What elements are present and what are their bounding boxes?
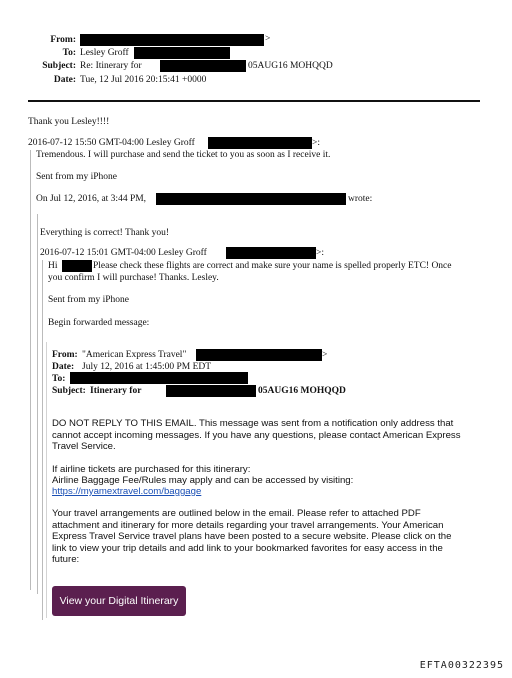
fwd-subject-label: Subject: [52,386,86,396]
redaction-subject [160,60,246,72]
quote2-header: On Jul 12, 2016, at 3:44 PM, [36,194,147,204]
quote3-header-tail: >: [316,248,324,258]
quote1-text: Tremendous. I will purchase and send the ticket to you as soon as I receive it. [36,150,331,160]
to-label: To: [62,48,76,58]
fwd-from-value: "American Express Travel" [82,350,187,360]
quote-bar-3 [42,260,43,620]
baggage-link[interactable]: https://myamextravel.com/baggage [52,486,202,497]
fwd-date-value: July 12, 2016 at 1:45:00 PM EDT [82,362,212,372]
redaction-quote3 [226,247,316,259]
redaction-fwd-to [70,372,248,384]
quote1-header-tail: >: [312,138,320,148]
baggage-rules: Airline Baggage Fee/Rules may apply and can be accessed by visiting: [52,475,354,486]
redaction-quote1 [208,137,312,149]
fwd-date-label: Date: [52,362,75,372]
quote3-hi: Hi [48,261,58,271]
reply-line: Thank you Lesley!!!! [28,117,110,127]
redaction-quote2 [156,193,346,205]
fwd-to-label: To: [52,374,66,384]
fwd-from-tail: > [322,350,328,360]
redaction-hi [62,260,92,272]
forwarded-label: Begin forwarded message: [48,318,150,328]
from-label: From: [50,35,76,45]
quote2-header-tail: wrote: [348,194,373,204]
header-divider [28,100,480,102]
redaction-fwd-from [196,349,322,361]
baggage-intro: If airline tickets are purchased for this itinerary: [52,464,251,475]
to-value: Lesley Groff [80,48,129,58]
quote-bar-1 [30,150,31,590]
redaction-to [134,47,230,59]
fwd-from-label: From: [52,350,78,360]
amex-notice-paragraph: DO NOT REPLY TO THIS EMAIL. This message was sent from a notification only address that cannot accept incoming messages. If you have any questions, please contact American Express Travel Service. [52,418,461,453]
quote3-sent: Sent from my iPhone [48,295,130,305]
quote1-header: 2016-07-12 15:50 GMT-04:00 Lesley Groff [28,138,195,148]
date-label: Date: [53,75,76,85]
fwd-subject-suffix: 05AUG16 MOHQQD [258,386,346,396]
redaction-fwd-subject [166,385,256,397]
from-suffix: > [265,34,271,44]
subject-value: Re: Itinerary for [80,61,142,71]
redaction-from [80,34,264,46]
travel-arrangements-paragraph: Your travel arrangements are outlined below in the email. Please refer to attached PDF attachment and itinerary for more details regarding your travel arrangements. Your American Express Travel Service travel plans have been posted to a secure website. Please click on the link to view your trip details and add link to your bookmarked favorites for easy access in the future: [52,508,452,566]
subject-suffix: 05AUG16 MOHQQD [248,61,333,71]
quote3-line1: Please check these flights are correct and make sure your name is spelled properly ETC! Once [93,261,452,271]
quote3-line2: you confirm I will purchase! Thanks. Lesley. [48,273,219,283]
quote3-header: 2016-07-12 15:01 GMT-04:00 Lesley Groff [40,248,207,258]
fwd-subject-value: Itinerary for [90,386,142,396]
quote1-sent: Sent from my iPhone [36,172,118,182]
date-value: Tue, 12 Jul 2016 20:15:41 +0000 [80,75,207,85]
subject-label: Subject: [42,61,76,71]
view-itinerary-button[interactable]: View your Digital Itinerary [52,586,186,616]
quote-bar-2 [37,214,38,594]
document-id: EFTA00322395 [419,660,504,671]
quote2-text: Everything is correct! Thank you! [40,228,170,238]
